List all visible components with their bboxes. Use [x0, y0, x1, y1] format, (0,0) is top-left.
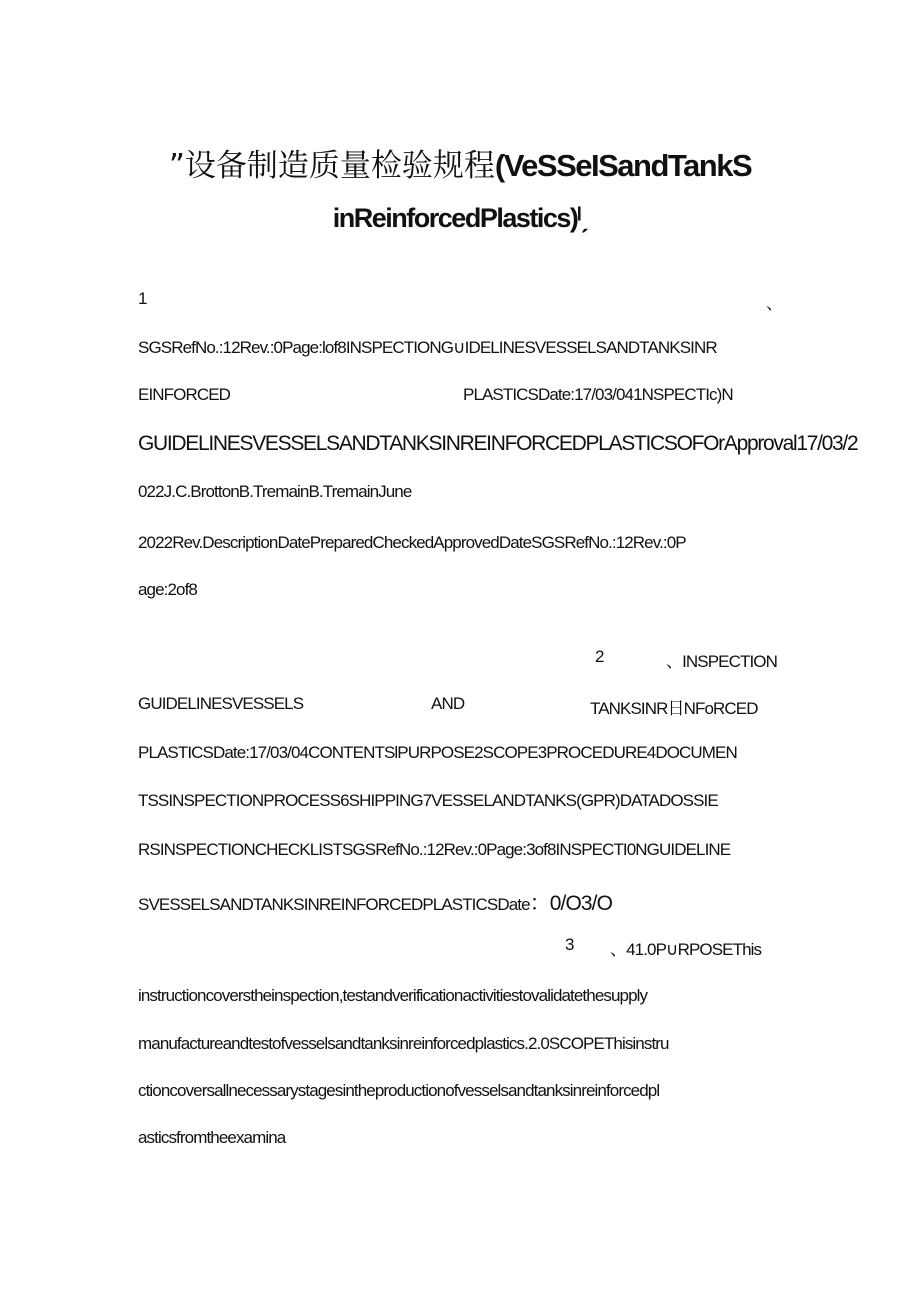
section-number-1: 1: [138, 289, 147, 308]
text-line: AND: [431, 694, 465, 713]
text-line: GUIDELINESVESSELSANDTANKSINREINFORCEDPLASTICSOFOrApproval17/03/2: [138, 432, 858, 455]
text-line: 022J.C.BrottonB.TremainB.TremainJune: [138, 482, 412, 501]
section-number-2: 2: [595, 647, 604, 666]
text-line: instructioncoverstheinspection,testandverificationactivitiestovalidatethesupply: [138, 986, 648, 1005]
text-line: age:2of8: [138, 580, 197, 599]
text-segment: SVESSELSANDTANKSINREINFORCEDPLASTICSDate: [138, 895, 530, 914]
section-heading-2: 、INSPECTION: [666, 652, 778, 671]
text-line: GUIDELINESVESSELS: [138, 694, 304, 713]
title-english: (VeSSeISandTankS: [494, 148, 752, 183]
text-line: SGSRefNo.:12Rev.:0Page:lof8INSPECTIONG∪IDELINESVESSELSANDTANKSINR: [138, 338, 717, 357]
text-line: TANKSINR日NFoRCED: [590, 699, 758, 718]
title-chinese: ”设备制造质量检验规程: [168, 148, 495, 184]
section-mark-1: 、: [766, 294, 783, 313]
text-line: asticsfromtheexamina: [138, 1128, 286, 1147]
text-line: manufactureandtestofvesselsandtanksinreinforcedplastics.2.0SCOPEThisinstru: [138, 1034, 669, 1053]
text-line: PLASTICSDate:17/03/041NSPECTIc)N: [463, 385, 733, 404]
text-line: 2022Rev.DescriptionDatePreparedCheckedApprovedDateSGSRefNo.:12Rev.:0P: [138, 533, 686, 552]
text-line: EINFORCED: [138, 385, 231, 404]
document-title-line-1: [0, 140, 920, 185]
section-number-3: 3: [565, 935, 574, 954]
text-segment: ：0/O3/O: [529, 892, 613, 915]
text-line: [138, 887, 612, 917]
text-line: ctioncoversallnecessarystagesintheproductionofvesselsandtanksinreinforcedpl: [138, 1081, 660, 1100]
section-heading-3: 、41.0P∪RPOSEThis: [610, 940, 762, 959]
document-title-line-2: inReinforcedPlastics)ˡˏ: [332, 203, 588, 233]
text-line: RSINSPECTIONCHECKLISTSGSRefNo.:12Rev.:0Page:3of8INSPECTI0NGUIDELINE: [138, 840, 731, 859]
text-line: PLASTICSDate:17/03/04CONTENTSlPURPOSE2SCOPE3PROCEDURE4DOCUMEN: [138, 743, 737, 762]
text-line: TSSINSPECTIONPROCESS6SHIPPING7VESSELANDTANKS(GPR)DATADOSSIE: [138, 791, 718, 810]
